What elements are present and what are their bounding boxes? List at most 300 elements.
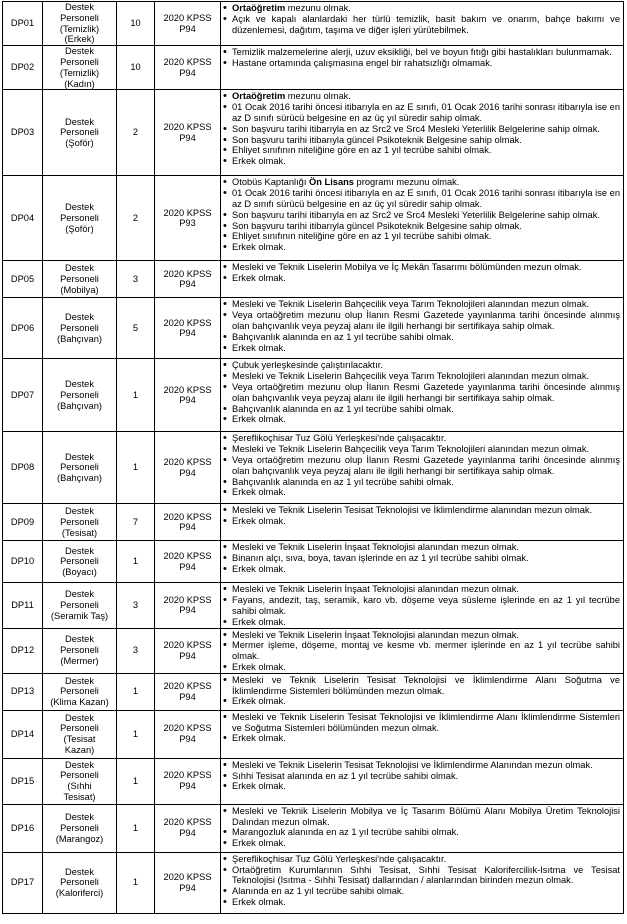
table-row bbox=[3, 176, 624, 261]
position-code: DP05 bbox=[3, 261, 43, 298]
requirements-list bbox=[223, 433, 620, 498]
score-type bbox=[155, 176, 221, 261]
score-type-line: P94 bbox=[179, 279, 196, 290]
position-title-line: (Klima Kazan) bbox=[50, 697, 109, 708]
position-code: DP09 bbox=[3, 504, 43, 541]
score-type-line: P94 bbox=[179, 781, 196, 792]
requirements-cell bbox=[221, 298, 624, 359]
table-row bbox=[3, 504, 624, 541]
position-code: DP11 bbox=[3, 583, 43, 628]
requirement-bold-text: Ortaöğretim bbox=[232, 3, 286, 13]
requirement-item bbox=[223, 360, 620, 371]
score-type bbox=[155, 628, 221, 673]
requirement-text: Mesleki ve Teknik Liselerin Bahçecilik veya Tarım Teknolojileri alanından mezun olmak. bbox=[232, 371, 590, 382]
position-title-line: (Bahçıvan) bbox=[57, 333, 102, 344]
requirement-text: Çubuk yerleşkesinde çalıştırılacaktır. bbox=[232, 360, 383, 371]
score-type-line: 2020 KPSS bbox=[163, 680, 212, 691]
score-type-line: 2020 KPSS bbox=[163, 384, 212, 395]
position-title-line: (Temizlik) bbox=[59, 23, 100, 34]
position-title-line: (Bahçıvan) bbox=[57, 400, 102, 411]
table-row bbox=[3, 758, 624, 804]
position-count: 10 bbox=[117, 46, 155, 90]
position-title-line: Destek bbox=[65, 202, 94, 213]
requirement-item bbox=[223, 827, 620, 838]
requirement-item bbox=[223, 3, 620, 14]
requirement-text: Mesleki ve Teknik Liselerin Tesisat Teknolojisi ve İklimlendirme Alanı Soğutma ve İklimlendirme Sistemleri bölümünden mezun olmak. bbox=[232, 674, 620, 696]
position-count: 3 bbox=[117, 583, 155, 628]
score-type bbox=[155, 298, 221, 359]
requirements-cell bbox=[221, 541, 624, 583]
requirements-cell bbox=[221, 710, 624, 758]
position-title-line: (Kadın) bbox=[64, 78, 95, 89]
requirement-item bbox=[223, 47, 620, 58]
requirement-item bbox=[223, 771, 620, 782]
score-type-line: 2020 KPSS bbox=[163, 207, 212, 218]
requirement-bold-text: Ön Lisans bbox=[309, 177, 354, 188]
score-type-line: P94 bbox=[179, 132, 196, 143]
position-title-line: (Mermer) bbox=[60, 656, 99, 667]
requirement-item bbox=[223, 433, 620, 444]
score-type bbox=[155, 804, 221, 852]
requirements-cell bbox=[221, 628, 624, 673]
position-title-line: Personeli bbox=[60, 127, 99, 138]
requirement-text: Erkek olmak. bbox=[232, 414, 286, 425]
position-title-line: Personeli bbox=[60, 56, 99, 67]
requirement-text: Fayans, andezit, taş, seramik, karo vb. döşeme veya süsleme işlerinde en az 1 yıl tecrübe sahibi olmak. bbox=[232, 595, 620, 616]
requirement-text: Açık ve kapalı alanlardaki her türlü temizlik, basit bakım ve onarım, bahçe bakımı ve düzenlemesi, dağıtım, taşıma ve diğer işleri yürütebilmek. bbox=[232, 13, 620, 35]
requirement-text: Erkek olmak. bbox=[232, 242, 286, 253]
score-type bbox=[155, 541, 221, 583]
position-title-line: Destek bbox=[65, 312, 94, 323]
position-title-line: Destek bbox=[65, 263, 94, 274]
requirement-item bbox=[223, 145, 620, 156]
requirement-text: Mesleki ve Teknik Liselerin Tesisat Teknolojisi ve İklimlendirme Alanı İklimlendirme Sistemleri ve Soğutma Sistemleri bölümünden mezun olmak. bbox=[232, 711, 620, 733]
position-title-line: Personeli bbox=[60, 723, 99, 734]
requirement-text: Erkek olmak. bbox=[232, 733, 286, 744]
position-count: 7 bbox=[117, 504, 155, 541]
requirement-text: Şereflikoçhisar Tuz Gölü Yerleşkesi'nde çalışacaktır. bbox=[232, 433, 447, 444]
position-title-line: Destek bbox=[65, 2, 94, 12]
position-title-line: Destek bbox=[65, 866, 94, 877]
requirement-item bbox=[223, 58, 620, 69]
document-page bbox=[2, 1, 624, 914]
position-title bbox=[43, 176, 117, 261]
requirement-item bbox=[223, 273, 620, 284]
requirements-list bbox=[223, 262, 620, 284]
requirement-item bbox=[223, 262, 620, 273]
requirements-cell bbox=[221, 583, 624, 628]
requirement-item bbox=[223, 617, 620, 628]
requirement-item bbox=[223, 584, 620, 595]
position-title-line: (Mobilya) bbox=[60, 284, 99, 295]
position-title-line: Personeli bbox=[60, 556, 99, 567]
requirement-text: Temizlik malzemelerine alerji, uzuv eksikliği, bel ve boyun fıtığı gibi hastalıkları bulunmamak. bbox=[232, 47, 612, 58]
score-type-line: 2020 KPSS bbox=[163, 817, 212, 828]
position-code: DP02 bbox=[3, 46, 43, 90]
position-title bbox=[43, 432, 117, 504]
requirement-item bbox=[223, 630, 620, 641]
position-title-line: Personeli bbox=[60, 516, 99, 527]
position-title-line: Personeli bbox=[60, 12, 99, 23]
position-code: DP04 bbox=[3, 176, 43, 261]
position-title-line: Destek bbox=[65, 116, 94, 127]
position-count: 1 bbox=[117, 432, 155, 504]
requirement-bold-text: Ortaöğretim bbox=[232, 91, 286, 102]
position-title-line: (Marangoz) bbox=[55, 833, 104, 844]
score-type-line: P93 bbox=[179, 218, 196, 229]
requirements-list bbox=[223, 712, 620, 744]
requirement-item bbox=[223, 886, 620, 897]
score-type-line: P94 bbox=[179, 522, 196, 533]
requirements-list bbox=[223, 47, 620, 69]
requirement-text: Erkek olmak. bbox=[232, 487, 286, 498]
position-title bbox=[43, 90, 117, 176]
position-title-line: (Sıhhi bbox=[67, 781, 92, 792]
requirement-item bbox=[223, 564, 620, 575]
table-row bbox=[3, 541, 624, 583]
position-title-line: (Seramik Taş) bbox=[50, 610, 109, 621]
table-row bbox=[3, 359, 624, 432]
score-type bbox=[155, 710, 221, 758]
position-count: 2 bbox=[117, 176, 155, 261]
score-type-line: P94 bbox=[179, 67, 196, 78]
requirement-text: Son başvuru tarihi itibarıyla en az Src2 ve Src4 Mesleki Yeterlilik Belgelerine sahip olmak. bbox=[232, 123, 600, 134]
requirements-list bbox=[223, 542, 620, 574]
position-count: 3 bbox=[117, 628, 155, 673]
position-title-line: Personeli bbox=[60, 273, 99, 284]
positions-table bbox=[2, 1, 624, 914]
position-code: DP13 bbox=[3, 673, 43, 710]
requirements-cell bbox=[221, 2, 624, 46]
position-title-line: Destek bbox=[65, 712, 94, 723]
requirement-item bbox=[223, 662, 620, 673]
requirement-item bbox=[223, 733, 620, 744]
table-row bbox=[3, 710, 624, 758]
score-type-line: 2020 KPSS bbox=[163, 639, 212, 650]
requirement-item bbox=[223, 595, 620, 617]
requirement-item bbox=[223, 516, 620, 527]
position-code: DP08 bbox=[3, 432, 43, 504]
requirement-item bbox=[223, 640, 620, 662]
requirement-item bbox=[223, 542, 620, 553]
requirement-item bbox=[223, 760, 620, 771]
requirement-text: Bahçıvanlık alanında en az 1 yıl tecrübe sahibi olmak. bbox=[232, 403, 454, 414]
requirement-text: Mesleki ve Teknik Liselerin Bahçecilik veya Tarım Teknolojileri alanından mezun olmak. bbox=[232, 444, 590, 455]
position-title-line: Destek bbox=[65, 675, 94, 686]
requirement-item bbox=[223, 444, 620, 455]
position-title-line: (Bahçıvan) bbox=[57, 473, 102, 484]
score-type-line: 2020 KPSS bbox=[163, 723, 212, 734]
requirement-text: Erkek olmak. bbox=[232, 661, 286, 672]
position-title-line: Destek bbox=[65, 759, 94, 770]
requirement-text: Marangozluk alanında en az 1 yıl tecrübe sahibi olmak. bbox=[232, 827, 459, 838]
score-type-line: 2020 KPSS bbox=[163, 268, 212, 279]
requirement-text: Ehliyet sınıfının niteliğine göre en az 1 yıl tecrübe sahibi olmak. bbox=[232, 231, 492, 242]
position-title-line: (Kaloriferci) bbox=[55, 888, 104, 899]
requirement-text: Bahçıvanlık alanında en az 1 yıl tecrübe sahibi olmak. bbox=[232, 331, 454, 342]
requirements-list bbox=[223, 505, 620, 527]
position-title bbox=[43, 583, 117, 628]
position-title-line: Destek bbox=[65, 379, 94, 390]
score-type bbox=[155, 852, 221, 913]
table-row bbox=[3, 2, 624, 46]
position-title-line: Kazan) bbox=[64, 745, 95, 756]
requirement-text: Sıhhi Tesisat alanında en az 1 yıl tecrübe sahibi olmak. bbox=[232, 770, 459, 781]
position-code: DP14 bbox=[3, 710, 43, 758]
requirements-list bbox=[223, 91, 620, 167]
requirement-item bbox=[223, 371, 620, 382]
score-type bbox=[155, 758, 221, 804]
requirement-text: Hastane ortamında çalışmasına engel bir rahatsızlığı olmamak. bbox=[232, 57, 493, 68]
requirement-text: Erkek olmak. bbox=[232, 838, 286, 849]
position-title-line: Personeli bbox=[60, 212, 99, 223]
requirement-text: Ehliyet sınıfının niteliğine göre en az 1 yıl tecrübe sahibi olmak. bbox=[232, 145, 492, 156]
requirements-list bbox=[223, 3, 620, 35]
table-row bbox=[3, 852, 624, 913]
requirements-list bbox=[223, 177, 620, 253]
requirement-text: Veya ortaöğretim mezunu olup İlanın Resmi Gazetede yayınlanma tarihi öncesinde alınmış olan bahçıvanlık veya peyzaj alanı ile ilgili herhangi bir sertifikaya sahip olmak. bbox=[232, 454, 620, 476]
position-code: DP12 bbox=[3, 628, 43, 673]
requirement-item bbox=[223, 675, 620, 697]
requirement-text: Veya ortaöğretim mezunu olup İlanın Resmi Gazetede yayınlanma tarihi öncesinde alınmış olan bahçıvanlık veya peyzaj alanı ile ilgili herhangi bir sertifikaya sahip olmak. bbox=[232, 310, 620, 331]
position-code: DP15 bbox=[3, 758, 43, 804]
requirement-text: Bahçıvanlık alanında en az 1 yıl tecrübe sahibi olmak. bbox=[232, 476, 454, 487]
score-type-line: P94 bbox=[179, 605, 196, 616]
position-title-line: Destek bbox=[65, 545, 94, 556]
table-row bbox=[3, 583, 624, 628]
position-count: 2 bbox=[117, 90, 155, 176]
requirement-item bbox=[223, 865, 620, 887]
position-title bbox=[43, 673, 117, 710]
table-row bbox=[3, 804, 624, 852]
requirement-item bbox=[223, 210, 620, 221]
positions-table-body bbox=[3, 2, 624, 914]
requirement-text: Mesleki ve Teknik Liselerin İnşaat Teknolojisi alanından mezun olmak. bbox=[232, 629, 519, 640]
table-row bbox=[3, 298, 624, 359]
requirement-text-prefix: Otobüs Kaptanlığı bbox=[232, 177, 310, 188]
requirement-item bbox=[223, 781, 620, 792]
table-row bbox=[3, 628, 624, 673]
position-code: DP03 bbox=[3, 90, 43, 176]
position-title-line: Personeli bbox=[60, 600, 99, 611]
requirement-item bbox=[223, 14, 620, 36]
requirements-cell bbox=[221, 504, 624, 541]
requirement-text: Erkek olmak. bbox=[232, 781, 286, 792]
requirements-cell bbox=[221, 852, 624, 913]
requirement-text: mezunu olmak. bbox=[285, 3, 351, 13]
requirement-text: Mermer işleme, döşeme, montaj ve kesme vb. mermer işlerinde en az 1 yıl tecrübe sahibi olmak. bbox=[232, 640, 620, 662]
table-row bbox=[3, 673, 624, 710]
requirements-list bbox=[223, 806, 620, 849]
position-code: DP01 bbox=[3, 2, 43, 46]
requirement-text: 01 Ocak 2016 tarihi öncesi itibarıyla en az E sınıfı, 01 Ocak 2016 tarihi sonrası itibarıyla ise en az D sınıfı sürücü belgesine en az üç yıl süredir sahip olmak. bbox=[232, 188, 620, 209]
requirement-text: Mesleki ve Teknik Liselerin İnşaat Teknolojisi alanından mezun olmak. bbox=[232, 584, 519, 595]
score-type bbox=[155, 673, 221, 710]
score-type-line: P94 bbox=[179, 23, 196, 34]
position-title bbox=[43, 261, 117, 298]
position-count: 1 bbox=[117, 758, 155, 804]
requirement-item bbox=[223, 897, 620, 908]
requirement-item bbox=[223, 477, 620, 488]
position-count: 1 bbox=[117, 541, 155, 583]
requirement-item bbox=[223, 135, 620, 146]
requirement-item bbox=[223, 343, 620, 354]
position-title-line: Destek bbox=[65, 506, 94, 517]
table-row bbox=[3, 432, 624, 504]
requirement-item bbox=[223, 455, 620, 477]
requirement-text: Son başvuru tarihi itibarıyla en az Src2 ve Src4 Mesleki Yeterlilik Belgelerine sahip olmak. bbox=[232, 209, 600, 220]
position-title-line: Personeli bbox=[60, 645, 99, 656]
requirement-text: Erkek olmak. bbox=[232, 273, 286, 284]
score-type-line: 2020 KPSS bbox=[163, 317, 212, 328]
table-row bbox=[3, 261, 624, 298]
position-title-line: Tesisat) bbox=[63, 792, 96, 803]
position-count: 5 bbox=[117, 298, 155, 359]
requirement-text: Veya ortaöğretim mezunu olup İlanın Resmi Gazetede yayınlanma tarihi öncesinde alınmış olan bahçıvanlık veya peyzaj alanı ile ilgili herhangi bir sertifikaya sahip olmak. bbox=[232, 381, 620, 403]
requirements-cell bbox=[221, 46, 624, 90]
table-row bbox=[3, 90, 624, 176]
requirement-text: Erkek olmak. bbox=[232, 563, 286, 574]
score-type-line: 2020 KPSS bbox=[163, 12, 212, 23]
score-type-line: 2020 KPSS bbox=[163, 770, 212, 781]
position-title bbox=[43, 2, 117, 46]
position-count: 10 bbox=[117, 2, 155, 46]
requirement-item bbox=[223, 299, 620, 310]
position-count: 1 bbox=[117, 804, 155, 852]
table-row bbox=[3, 46, 624, 90]
score-type-line: P94 bbox=[179, 691, 196, 702]
score-type-line: 2020 KPSS bbox=[163, 871, 212, 882]
requirement-item bbox=[223, 310, 620, 332]
requirements-list bbox=[223, 360, 620, 425]
requirement-item bbox=[223, 91, 620, 102]
position-title bbox=[43, 298, 117, 359]
score-type-line: 2020 KPSS bbox=[163, 511, 212, 522]
requirements-cell bbox=[221, 758, 624, 804]
score-type-line: 2020 KPSS bbox=[163, 551, 212, 562]
requirement-item bbox=[223, 231, 620, 242]
score-type-line: P94 bbox=[179, 395, 196, 406]
requirement-text: Erkek olmak. bbox=[232, 342, 286, 353]
requirement-text: Erkek olmak. bbox=[232, 696, 286, 707]
position-title bbox=[43, 359, 117, 432]
position-title-line: Destek bbox=[65, 589, 94, 600]
position-title-line: Personeli bbox=[60, 822, 99, 833]
requirement-text: Mesleki ve Teknik Liselerin Bahçecilik veya Tarım Teknolojileri alanından mezun olmak. bbox=[232, 299, 590, 310]
score-type bbox=[155, 432, 221, 504]
requirement-text: Erkek olmak. bbox=[232, 896, 286, 907]
score-type-line: 2020 KPSS bbox=[163, 56, 212, 67]
requirement-item bbox=[223, 102, 620, 124]
score-type bbox=[155, 90, 221, 176]
position-title-line: (Tesisat) bbox=[61, 527, 98, 538]
position-title bbox=[43, 710, 117, 758]
score-type bbox=[155, 504, 221, 541]
requirement-item bbox=[223, 553, 620, 564]
requirement-item bbox=[223, 854, 620, 865]
position-title-line: Destek bbox=[65, 812, 94, 823]
requirement-item bbox=[223, 487, 620, 498]
position-count: 3 bbox=[117, 261, 155, 298]
requirement-text: Erkek olmak. bbox=[232, 156, 286, 167]
position-title bbox=[43, 758, 117, 804]
position-title bbox=[43, 541, 117, 583]
score-type bbox=[155, 46, 221, 90]
requirement-item bbox=[223, 414, 620, 425]
score-type-line: P94 bbox=[179, 561, 196, 572]
requirement-item bbox=[223, 404, 620, 415]
requirement-item bbox=[223, 696, 620, 707]
requirement-item bbox=[223, 177, 620, 188]
score-type-line: P94 bbox=[179, 467, 196, 478]
position-title-line: Personeli bbox=[60, 389, 99, 400]
requirement-item bbox=[223, 242, 620, 253]
position-title-line: (Boyacı) bbox=[62, 567, 97, 578]
requirement-item bbox=[223, 382, 620, 404]
requirement-item bbox=[223, 838, 620, 849]
requirement-text: Son başvuru tarihi itibarıyla güncel Psikoteknik Belgesine sahip olmak. bbox=[232, 134, 522, 145]
requirement-item bbox=[223, 332, 620, 343]
requirement-item bbox=[223, 806, 620, 828]
position-title-line: (Erkek) bbox=[64, 34, 95, 45]
position-count: 1 bbox=[117, 359, 155, 432]
position-title-line: Personeli bbox=[60, 462, 99, 473]
score-type-line: P94 bbox=[179, 734, 196, 745]
requirement-text: Son başvuru tarihi itibarıyla güncel Psikoteknik Belgesine sahip olmak. bbox=[232, 220, 522, 231]
position-title bbox=[43, 804, 117, 852]
requirement-text: Erkek olmak. bbox=[232, 516, 286, 527]
position-title-line: (Tesisat bbox=[63, 734, 96, 745]
requirements-cell bbox=[221, 261, 624, 298]
score-type-line: P94 bbox=[179, 650, 196, 661]
requirement-item bbox=[223, 124, 620, 135]
position-title-line: Personeli bbox=[60, 322, 99, 333]
requirements-list bbox=[223, 630, 620, 673]
requirement-item bbox=[223, 188, 620, 210]
position-title-line: (Temizlik) bbox=[59, 67, 100, 78]
score-type-line: P94 bbox=[179, 828, 196, 839]
position-title bbox=[43, 46, 117, 90]
position-title-line: (Şoför) bbox=[65, 223, 94, 234]
requirements-list bbox=[223, 854, 620, 908]
score-type-line: 2020 KPSS bbox=[163, 594, 212, 605]
requirement-text: mezunu olmak. bbox=[285, 91, 351, 102]
position-title-line: (Şoför) bbox=[65, 138, 94, 149]
position-title-line: Personeli bbox=[60, 770, 99, 781]
position-code: DP16 bbox=[3, 804, 43, 852]
requirements-list bbox=[223, 299, 620, 353]
requirement-text: Ortaöğretim Kurumlarının Sıhhi Tesisat, Sıhhi Tesisat Kaloriferciliık-Isıtma ve Tesisat Teknolojisi (Isıtma - Sıhhi Tesisat) dallarından / alanlarından birinden mezun olmak. bbox=[232, 864, 620, 886]
requirement-text: Mesleki ve Teknik Liselerin Mobilya ve İç Mekân Tasarımı bölümünden mezun olmak. bbox=[232, 262, 582, 273]
position-title-line: Destek bbox=[65, 451, 94, 462]
position-title-line: Personeli bbox=[60, 686, 99, 697]
requirements-list bbox=[223, 584, 620, 627]
requirement-text: Mesleki ve Teknik Liselerin Mobilya ve İç Tasarım Bölümü Alanı Mobilya Üretim Teknolojisi Dalından mezun olmak. bbox=[232, 805, 620, 827]
score-type-line: 2020 KPSS bbox=[163, 122, 212, 133]
requirements-cell bbox=[221, 359, 624, 432]
position-title bbox=[43, 628, 117, 673]
requirements-cell bbox=[221, 176, 624, 261]
score-type bbox=[155, 2, 221, 46]
requirement-text: 01 Ocak 2016 tarihi öncesi itibarıyla en az E sınıfı, 01 Ocak 2016 tarihi sonrası itibarıyla ise en az D sınıfı sürücü belgesine en az üç yıl süredir sahip olmak. bbox=[232, 102, 620, 123]
requirement-item bbox=[223, 221, 620, 232]
requirement-text: Binanın alçı, sıva, boya, tavan işlerinde en az 1 yıl tecrübe sahibi olmak. bbox=[232, 553, 529, 564]
requirements-cell bbox=[221, 432, 624, 504]
requirement-text: Şereflikoçhisar Tuz Gölü Yerleşkesi'nde çalışacaktır. bbox=[232, 853, 447, 864]
requirements-cell bbox=[221, 90, 624, 176]
position-title bbox=[43, 504, 117, 541]
score-type-line: P94 bbox=[179, 328, 196, 339]
